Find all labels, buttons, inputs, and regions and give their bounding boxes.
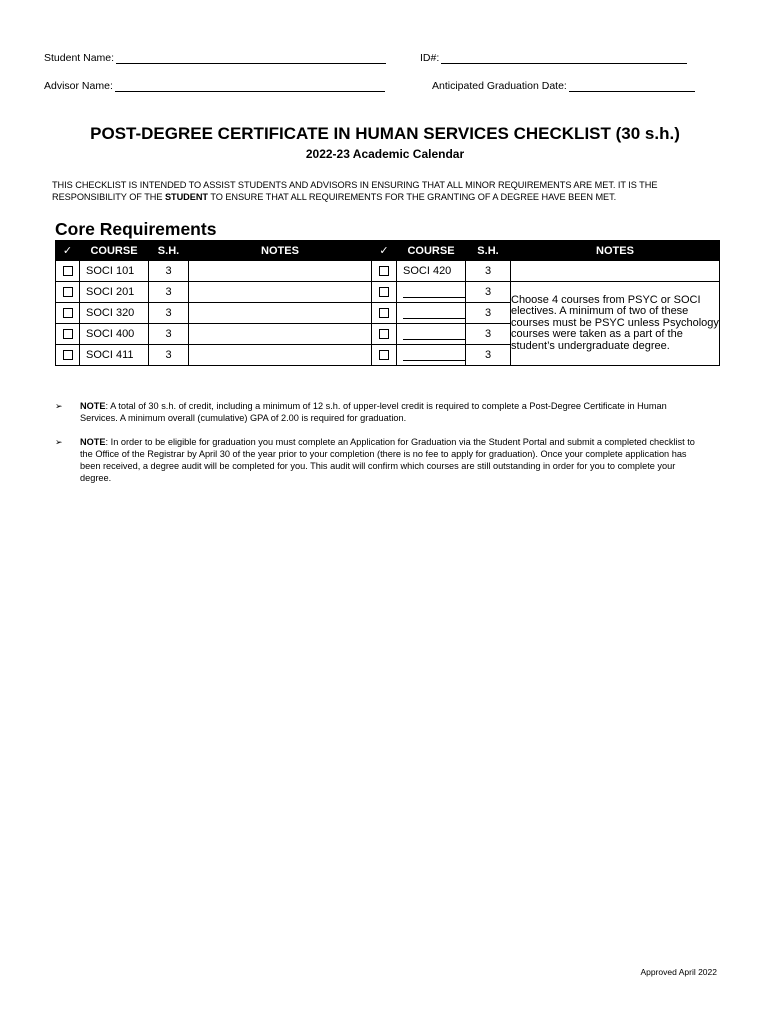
notes-cell[interactable] — [189, 303, 372, 324]
student-name-line[interactable] — [116, 52, 386, 64]
intro-text-2: TO ENSURE THAT ALL REQUIREMENTS FOR THE GRANTING OF A DEGREE HAVE BEEN MET. — [207, 192, 617, 202]
list-item — [55, 436, 705, 484]
note-label: NOTE — [80, 401, 106, 411]
approved-date: Approved April 2022 — [640, 967, 717, 977]
page-subtitle: 2022-23 Academic Calendar — [305, 147, 465, 161]
notes-column-header-right: NOTES — [511, 241, 720, 261]
sh-cell-right: 3 — [466, 324, 511, 345]
sh-cell: 3 — [149, 345, 189, 366]
notes-cell[interactable] — [189, 261, 372, 282]
sh-cell-right: 3 — [466, 261, 511, 282]
elective-course-blank[interactable] — [403, 308, 465, 319]
page-title: POST-DEGREE CERTIFICATE IN HUMAN SERVICES CHECKLIST (30 s.h.) — [90, 124, 680, 143]
note-label: NOTE — [80, 437, 106, 447]
graduation-date-line[interactable] — [569, 80, 695, 92]
elective-course-blank[interactable] — [403, 329, 465, 340]
note-text: : In order to be eligible for graduation you must complete an Application for Graduation via the Student Portal and submit a completed checklist to the Office of the Registrar by April 30 of the year prior to your completion (there is no fee to apply for graduation). Once your complete application has been received, a degree audit will be completed for you. This audit will confirm which courses are still outstanding in order for you to complete your degree. — [80, 437, 695, 483]
course-column-header: COURSE — [80, 241, 149, 261]
core-requirements-heading: Core Requirements — [55, 219, 217, 239]
elective-course-blank[interactable] — [403, 287, 465, 298]
course-cell: SOCI 320 — [80, 303, 149, 324]
sh-cell: 3 — [149, 282, 189, 303]
course-cell: SOCI 411 — [80, 345, 149, 366]
checkbox-soci-101[interactable] — [63, 266, 73, 276]
arrow-bullet-icon: ➢ — [55, 437, 63, 447]
table-header-row — [56, 241, 720, 261]
checkbox-elective-4[interactable] — [379, 350, 389, 360]
core-requirements-table — [55, 240, 720, 366]
list-item — [55, 400, 705, 424]
intro-text-1: THIS CHECKLIST IS INTENDED TO ASSIST STUDENTS AND ADVISORS IN ENSURING THAT ALL MINOR REQUIREMENTS ARE MET. IT IS THE RESPONSIBILITY OF THE — [52, 180, 658, 202]
id-label: ID#: — [420, 52, 440, 64]
intro-student-bold: STUDENT — [164, 192, 208, 202]
notes-column-header: NOTES — [189, 241, 372, 261]
sh-cell-right: 3 — [466, 345, 511, 366]
graduation-date-field — [432, 80, 695, 92]
note-text: : A total of 30 s.h. of credit, including a minimum of 12 s.h. of upper-level credit is required to complete a Post-Degree Certificate in Human Services. A minimum overall (cumulative) GPA of 2.00 is required for graduation. — [80, 401, 667, 423]
table-row — [56, 282, 720, 303]
checkbox-soci-201[interactable] — [63, 287, 73, 297]
arrow-bullet-icon: ➢ — [55, 401, 63, 411]
checkbox-elective-2[interactable] — [379, 308, 389, 318]
notes-list — [55, 400, 705, 496]
notes-cell[interactable] — [189, 345, 372, 366]
checkbox-soci-411[interactable] — [63, 350, 73, 360]
table-row — [56, 261, 720, 282]
graduation-date-label: Anticipated Graduation Date: — [432, 80, 567, 92]
elective-course-blank[interactable] — [403, 350, 465, 361]
sh-cell: 3 — [149, 303, 189, 324]
sh-cell-right: 3 — [466, 303, 511, 324]
intro-paragraph — [52, 179, 712, 203]
id-field — [420, 52, 687, 64]
checkbox-elective-3[interactable] — [379, 329, 389, 339]
course-cell: SOCI 400 — [80, 324, 149, 345]
sh-column-header: S.H. — [149, 241, 189, 261]
student-name-label: Student Name: — [44, 52, 115, 64]
id-line[interactable] — [441, 52, 687, 64]
course-cell: SOCI 101 — [80, 261, 149, 282]
sh-cell: 3 — [149, 324, 189, 345]
elective-note-cell: Choose 4 courses from PSYC or SOCI electives. A minimum of two of these courses must be PSYC unless Psychology courses were taken as a part of the student’s undergraduate degree. — [511, 282, 720, 366]
notes-cell[interactable] — [189, 324, 372, 345]
advisor-name-field — [44, 80, 385, 92]
notes-cell[interactable] — [189, 282, 372, 303]
sh-cell: 3 — [149, 261, 189, 282]
course-column-header-right: COURSE — [397, 241, 466, 261]
checkbox-soci-400[interactable] — [63, 329, 73, 339]
check-column-header-right: ✓ — [372, 241, 397, 261]
checkbox-elective-1[interactable] — [379, 287, 389, 297]
checkbox-soci-420[interactable] — [379, 266, 389, 276]
check-column-header: ✓ — [56, 241, 80, 261]
sh-column-header-right: S.H. — [466, 241, 511, 261]
advisor-name-label: Advisor Name: — [44, 80, 113, 92]
course-cell-right: SOCI 420 — [397, 261, 466, 282]
student-name-field — [44, 52, 386, 64]
course-cell: SOCI 201 — [80, 282, 149, 303]
checkbox-soci-320[interactable] — [63, 308, 73, 318]
sh-cell-right: 3 — [466, 282, 511, 303]
notes-cell-right[interactable] — [511, 261, 720, 282]
advisor-name-line[interactable] — [115, 80, 385, 92]
